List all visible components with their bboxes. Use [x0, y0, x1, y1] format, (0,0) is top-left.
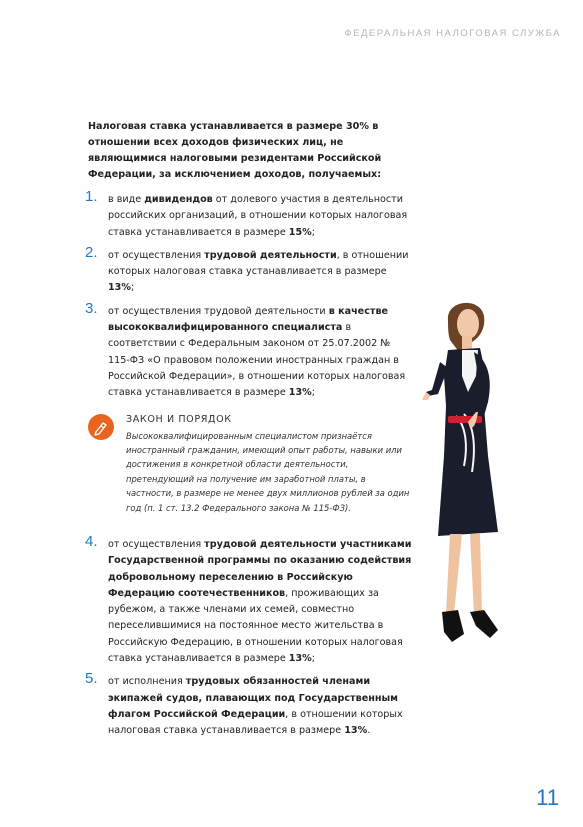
list-number: 5.	[85, 670, 98, 688]
pen-icon-svg	[88, 414, 114, 440]
list-number: 4.	[85, 533, 98, 550]
list-number: 3.	[85, 299, 98, 317]
law-note	[88, 414, 414, 515]
note-text: Высококвалифицированным специалистом признаётся иностранный гражданин, имеющий опыт работы, навыки или достижения в конкретной области деятельности, претендующий на получение им заработной платы, в частности, в размере не менее двух миллионов рублей за один год (п. 1 ст. 13.2 Федерального закона № 115-ФЗ).	[126, 430, 410, 513]
list-number: 1.	[85, 188, 98, 205]
page-number: 11	[536, 785, 559, 810]
woman-photo	[418, 296, 518, 656]
note-title: ЗАКОН И ПОРЯДОК	[126, 413, 232, 425]
list-item-1: 1. в виде дивидендов от долевого участия в деятельности российских организаций, в отношении которых налоговая ставка устанавливается в размере 15%;	[85, 188, 408, 238]
list-number: 2.	[85, 243, 98, 261]
pen-icon	[88, 414, 114, 440]
list-item-2: 2. от осуществления трудовой деятельности, в отношении которых налоговая ставка устанавливается в размере 13%;	[85, 243, 409, 294]
header-title: ФЕДЕРАЛЬНАЯ НАЛОГОВАЯ СЛУЖБА	[344, 28, 561, 39]
list-item-3: 3. от осуществления трудовой деятельности в качестве высококвалифицированного специалиста в соответствии с Федеральным законом от 25.07.2002 № 115-ФЗ «О правовом положении иностранных граждан в Российской Федерации», в отношении которых налоговая ставка устанавливается в размере 13%;	[85, 299, 406, 399]
main-content	[85, 119, 414, 740]
list-item-5: 5. от исполнения трудовых обязанностей членами экипажей судов, плавающих под Государственным флагом Российской Федерации, в отношении которых налоговая ставка устанавливается в размере 13%.	[85, 670, 403, 737]
list-item-4: 4. от осуществления трудовой деятельности участниками Государственной программы по оказанию содействия добровольному переселению в Российскую Федерацию соотечественников, проживающих за рубежом, а также членами их семей, совместно переселившимися на постоянное место жительства в Российскую Федерацию, в отношении которых налоговая ставка устанавливается в размере 13%;	[85, 533, 412, 665]
intro-paragraph: Налоговая ставка устанавливается в размере 30% в отношении всех доходов физических лиц, не являющимися налоговыми резидентами Российской Федерации, за исключением доходов, получаемых:	[88, 121, 382, 180]
